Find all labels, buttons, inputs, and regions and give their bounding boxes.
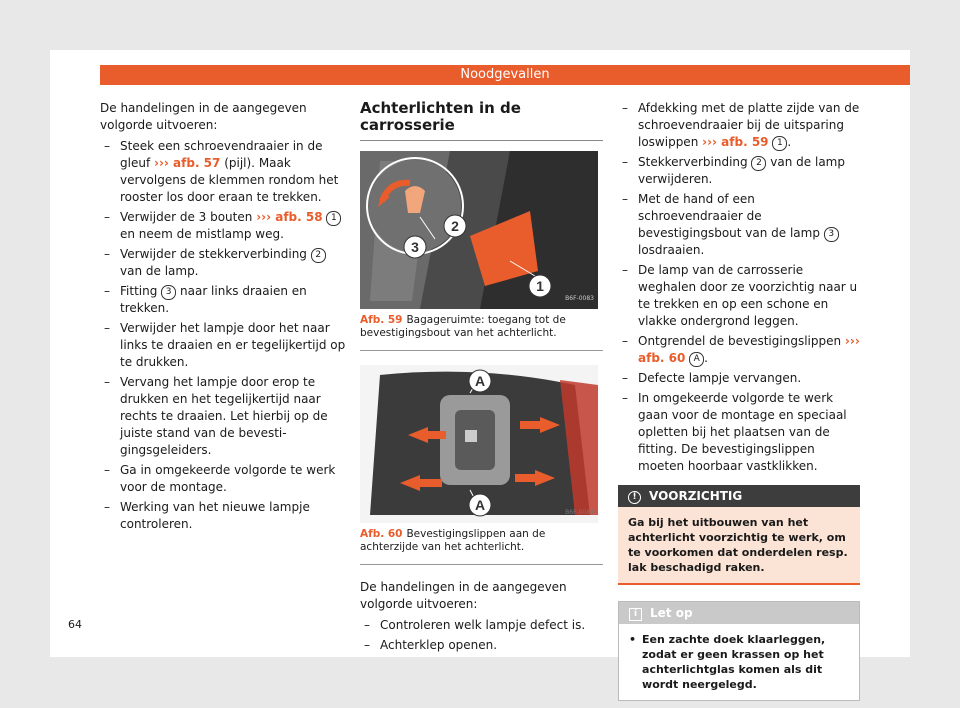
callout-number: 3 [161,285,176,300]
figure-60-image [360,365,598,523]
step-list [360,617,603,654]
note-text: Een zachte doek klaarleggen, zodat er geen krassen op het achterlichtglas komen als dit wordt neergelegd. [642,633,826,691]
note-body [619,624,859,700]
figure-link[interactable] [702,135,768,149]
list-item [100,209,346,243]
link-arrow: ››› [154,156,169,170]
step-text: van de lamp verwijderen. [638,155,845,186]
link-arrow: ››› [256,210,272,224]
list-item: – Achterklep openen. [360,637,603,654]
step-text: Verwijder de 3 bouten [120,210,253,224]
step-text: naar links draaien en trekken. [120,284,307,315]
callout-label: 2 [451,218,459,234]
note-box [618,601,860,701]
list-item [100,138,346,206]
callout-number: 1 [326,211,341,226]
column-left [100,100,346,536]
info-icon: i [629,608,642,621]
step-text: (pijl). Maak vervolgens de klemmen rondom het rooster los door eraan te trekken. [120,156,339,204]
link-label: afb. 58 [275,210,323,224]
chapter-header: Noodgevallen [100,65,910,85]
column-middle [360,100,603,657]
link-label: afb. 59 [721,135,769,149]
figure-code: B6F-0084 [565,509,594,516]
callout-label: A [474,497,486,513]
callout-label: 3 [411,239,419,255]
figure-code: B6F-0083 [565,295,594,302]
list-item: – Ga in omgekeerde volgorde te werk voor de montage. [100,462,346,496]
manual-page [50,50,910,691]
list-item: – In omgekeerde volgorde te werk gaan voor de montage en speciaal opletten bij het plaatsen van de fitting. De bevestigingslippen moeten hoorbaar vastklikken. [618,390,860,475]
callout-number: 1 [772,136,787,151]
step-text: Verwijder de stekkerverbinding [120,247,307,261]
taillight-illustration [360,365,598,523]
figure-link[interactable] [256,210,322,224]
caption-text: Bevestigingslippen aan de achterzijde van het achterlicht. [360,528,546,553]
warning-title: VOORZICHTIG [649,489,743,503]
note-title: Let op [650,606,693,620]
list-item [618,191,860,259]
list-item: – Controleren welk lampje defect is. [360,617,603,634]
figure-label: Afb. 60 [360,528,403,540]
page-number: 64 [68,618,82,631]
list-item [100,283,346,317]
section-title: Achterlichten in de carrosserie [360,100,603,141]
list-item: – Defecte lampje vervangen. [618,370,860,387]
note-header [619,602,859,624]
callout-number: A [689,352,704,367]
step-text: . [704,351,708,365]
warning-icon: ! [628,491,641,504]
step-list [618,100,860,475]
callout-label: 1 [536,278,544,294]
list-item: – De lamp van de carrosserie weghalen door ze voorzichtig naar u te trekken en op een schone en vlakke ondergrond leggen. [618,262,860,330]
column-right [618,100,860,701]
step-text: Steek een schroevendraaier in de gleuf [120,139,323,170]
list-item [618,333,860,367]
link-arrow: ››› [702,135,717,149]
list-item [100,246,346,280]
callout-number: 2 [751,156,766,171]
list-item: – Verwijder het lampje door het naar links te draaien en er tegelijkertijd op te drukken. [100,320,346,371]
bullet: • [629,633,637,646]
step-text: van de lamp. [120,264,199,278]
intro-text: De handelingen in de aangegeven volgorde uitvoeren: [360,580,567,611]
step-text: Afdekking met de platte zijde van de schroevendraaier bij de uitsparing loswippen [638,101,860,149]
list-item [618,100,860,151]
list-item: – Vervang het lampje door erop te drukken en het tegelijkertijd naar rechts te draaien. Let hierbij op de juiste stand van de bevestigingsgeleiders. [100,374,346,459]
figure-label: Afb. 59 [360,314,403,326]
step-text: losdraaien. [638,243,705,257]
link-arrow: ››› [844,334,860,348]
link-label: afb. 60 [638,351,686,365]
step-text: . [787,135,792,149]
step-text: Met de hand of een schroevendraaier de bevestigingsbout van de lamp [638,192,820,240]
callout-number: 3 [824,227,839,242]
callout-number: 2 [311,248,326,263]
figure-link[interactable] [154,156,220,170]
step-text: en neem de mistlamp weg. [120,227,284,241]
step-text: Stekkerverbinding [638,155,748,169]
warning-text: Ga bij het uitbouwen van het achterlicht voorzichtig te werk, om te voorkomen dat onderdelen resp. lak beschadigd raken. [618,507,860,585]
callout-label: A [474,373,486,389]
figure-60-caption [360,523,603,565]
step-list [100,138,346,533]
step-text: Ontgrendel de bevestigingslippen [638,334,842,348]
step-text: Fitting [120,284,158,298]
figure-59-caption [360,309,603,351]
warning-header [618,485,860,507]
figure-59-image [360,151,598,309]
warning-box [618,485,860,585]
caption-text: Bagageruimte: toegang tot de bevestigingsbout van het achterlicht. [360,314,566,339]
intro-text: De handelingen in de aangegeven volgorde uitvoeren: [100,101,307,132]
link-label: afb. 57 [173,156,221,170]
list-item [618,154,860,188]
trunk-illustration [360,151,598,309]
list-item: – Werking van het nieuwe lampje controleren. [100,499,346,533]
